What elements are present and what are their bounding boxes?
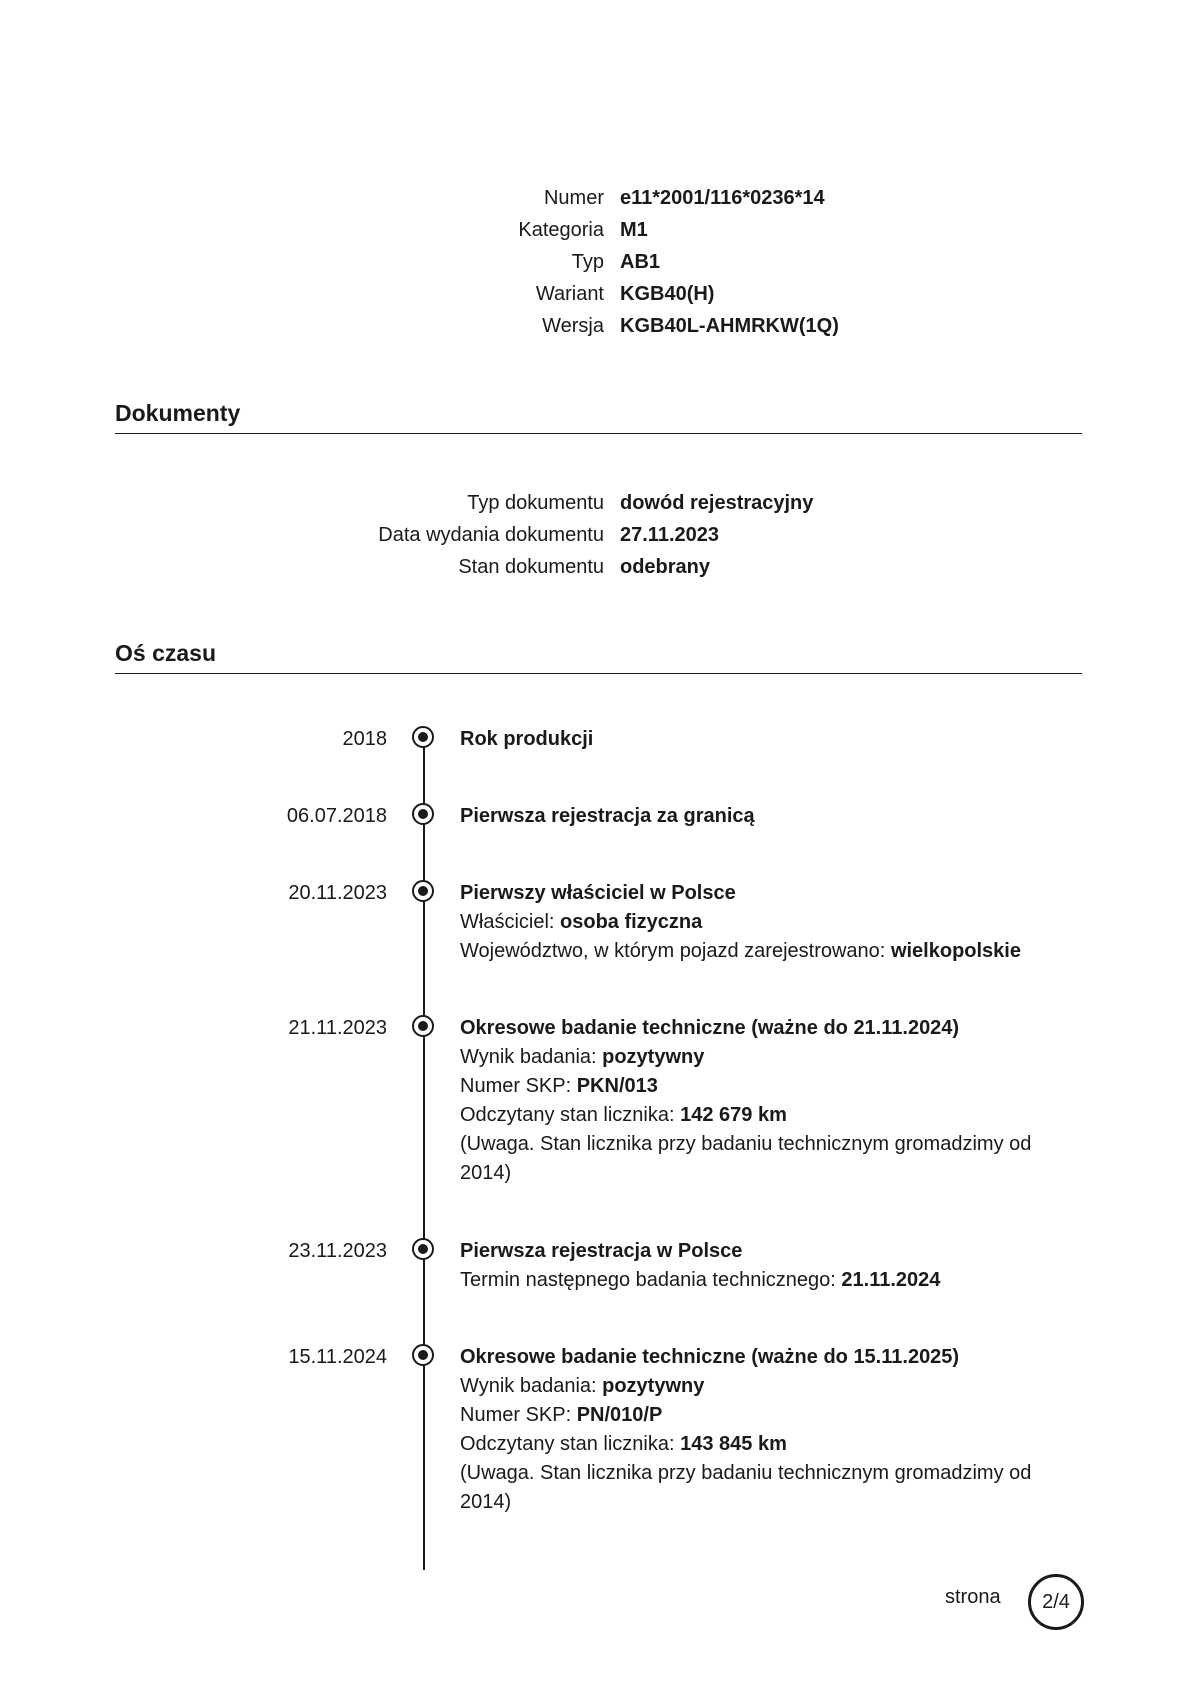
document-label: Typ dokumentu	[467, 492, 604, 514]
timeline-event-detail	[460, 1043, 1040, 1072]
document-label: Stan dokumentu	[458, 556, 604, 578]
skp-value: PKN/013	[576, 1075, 658, 1097]
document-label: Data wydania dokumentu	[378, 524, 604, 546]
result-label: Wynik badania:	[460, 1046, 597, 1068]
timeline-dot-icon	[412, 880, 434, 902]
timeline-event-title: Okresowe badanie techniczne (ważne do 15.11.2025)	[460, 1346, 960, 1368]
region-label: Województwo, w którym pojazd zarejestrowano:	[460, 940, 886, 962]
next-inspection-value: 21.11.2024	[841, 1269, 941, 1291]
region-value: wielkopolskie	[890, 940, 1021, 962]
document-row-date	[0, 519, 719, 551]
vehicle-info-label: Kategoria	[518, 219, 604, 241]
odometer-note: (Uwaga. Stan licznika przy badaniu technicznym gromadzimy od 2014)	[460, 1133, 1032, 1184]
odometer-value: 142 679 km	[680, 1104, 787, 1126]
odometer-label: Odczytany stan licznika:	[460, 1433, 675, 1455]
vehicle-info-value: KGB40L-AHMRKW(1Q)	[620, 315, 839, 337]
vehicle-info-row-wersja	[0, 310, 839, 342]
owner-label: Właściciel:	[460, 911, 555, 933]
timeline-event-detail	[460, 1101, 1040, 1130]
timeline-event-detail	[460, 1266, 1040, 1295]
document-value: odebrany	[620, 556, 711, 578]
vehicle-info-label: Wersja	[542, 315, 604, 337]
timeline-event-detail	[460, 908, 1040, 937]
vehicle-info-row-typ	[0, 246, 660, 278]
timeline-event-title: Okresowe badanie techniczne (ważne do 21.11.2024)	[460, 1017, 960, 1039]
next-inspection-label: Termin następnego badania technicznego:	[460, 1269, 836, 1291]
timeline-section-title: Oś czasu	[115, 640, 1082, 674]
timeline-event-detail	[460, 1430, 1040, 1459]
timeline-line	[423, 738, 425, 1570]
vehicle-info-label: Numer	[543, 187, 604, 209]
document-row-status	[0, 551, 710, 583]
timeline-dot-icon	[412, 803, 434, 825]
vehicle-info-label: Wariant	[535, 283, 604, 305]
timeline-event-title: Pierwsza rejestracja za granicą	[460, 805, 755, 827]
document-row-type	[0, 487, 813, 519]
timeline-dot-icon	[412, 1238, 434, 1260]
skp-value: PN/010/P	[576, 1404, 663, 1426]
timeline-event-detail	[460, 1072, 1040, 1101]
vehicle-info-label: Typ	[571, 251, 604, 273]
timeline-event-detail	[460, 1401, 1040, 1430]
vehicle-info-row-numer	[0, 182, 825, 214]
timeline-event-detail	[460, 937, 1040, 966]
vehicle-info-row-wariant	[0, 278, 714, 310]
owner-value: osoba fizyczna	[560, 911, 703, 933]
timeline-date: 15.11.2024	[288, 1346, 387, 1368]
timeline-date: 21.11.2023	[288, 1017, 387, 1039]
timeline-event-title: Pierwszy właściciel w Polsce	[460, 882, 736, 904]
timeline-event	[460, 879, 1040, 966]
timeline-date: 2018	[342, 728, 387, 750]
odometer-note: (Uwaga. Stan licznika przy badaniu technicznym gromadzimy od 2014)	[460, 1462, 1032, 1513]
timeline-event	[460, 802, 1040, 831]
skp-label: Numer SKP:	[460, 1075, 572, 1097]
timeline-event-title: Rok produkcji	[460, 728, 594, 750]
timeline-date: 06.07.2018	[286, 805, 387, 827]
timeline-event-detail	[460, 1372, 1040, 1401]
document-value: 27.11.2023	[620, 524, 719, 546]
document-value: dowód rejestracyjny	[620, 492, 814, 514]
odometer-label: Odczytany stan licznika:	[460, 1104, 675, 1126]
result-value: pozytywny	[602, 1375, 705, 1397]
timeline-dot-icon	[412, 1344, 434, 1366]
vehicle-info-value: KGB40(H)	[620, 283, 715, 305]
page-number-badge	[1028, 1574, 1084, 1630]
result-value: pozytywny	[602, 1046, 705, 1068]
documents-section-title: Dokumenty	[115, 400, 1082, 434]
timeline-date: 20.11.2023	[288, 882, 387, 904]
vehicle-info-value: AB1	[620, 251, 661, 273]
skp-label: Numer SKP:	[460, 1404, 572, 1426]
vehicle-info-row-kategoria	[0, 214, 648, 246]
timeline-event	[460, 725, 1040, 754]
vehicle-info-value: e11*2001/116*0236*14	[620, 187, 825, 209]
page-number: 2/4	[1042, 1590, 1070, 1613]
timeline-date: 23.11.2023	[288, 1240, 387, 1262]
timeline-event-title: Pierwsza rejestracja w Polsce	[460, 1240, 743, 1262]
timeline-dot-icon	[412, 726, 434, 748]
timeline-event	[460, 1343, 1040, 1517]
vehicle-info-value: M1	[620, 219, 648, 241]
odometer-value: 143 845 km	[680, 1433, 787, 1455]
timeline-event	[460, 1237, 1040, 1295]
page-label: strona	[945, 1586, 1001, 1608]
timeline-event	[460, 1014, 1040, 1188]
result-label: Wynik badania:	[460, 1375, 597, 1397]
timeline-dot-icon	[412, 1015, 434, 1037]
